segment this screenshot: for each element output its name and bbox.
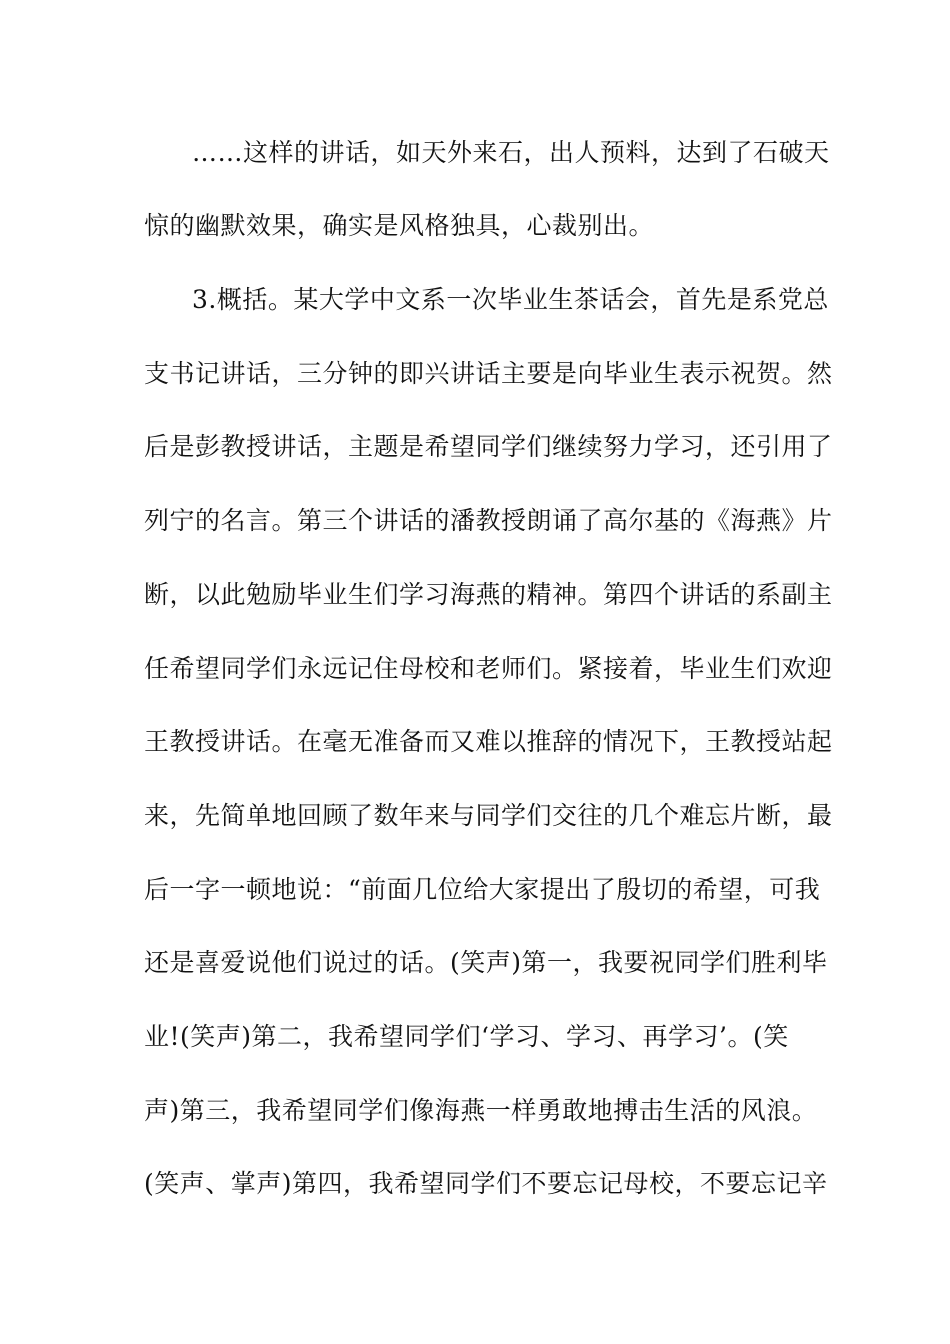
- paragraph-line-15: (笑声、掌声)第四，我希望同学们不要忘记母校，不要忘记辛: [144, 1169, 828, 1198]
- paragraph-line-2: 惊的幽默效果，确实是风格独具，心裁别出。: [144, 211, 655, 240]
- paragraph-line-3: 3.概括。某大学中文系一次毕业生茶话会，首先是系党总: [192, 285, 829, 314]
- paragraph-line-9: 王教授讲话。在毫无准备而又难以推辞的情况下，王教授站起: [144, 727, 833, 756]
- paragraph-line-7: 断，以此勉励毕业生们学习海燕的精神。第四个讲话的系副主: [144, 580, 833, 609]
- paragraph-line-6: 列宁的名言。第三个讲话的潘教授朗诵了高尔基的《海燕》片: [144, 506, 833, 535]
- paragraph-line-11: 后一字一顿地说：“前面几位给大家提出了殷切的希望，可我: [144, 875, 821, 904]
- paragraph-line-1: ……这样的讲话，如天外来石，出人预料，达到了石破天: [192, 138, 830, 167]
- paragraph-line-13: 业!(笑声)第二，我希望同学们‘学习、学习、再学习’。(笑: [144, 1022, 789, 1051]
- paragraph-line-4: 支书记讲话，三分钟的即兴讲话主要是向毕业生表示祝贺。然: [144, 359, 833, 388]
- paragraph-line-12: 还是喜爱说他们说过的话。(笑声)第一，我要祝同学们胜利毕: [144, 948, 828, 977]
- paragraph-line-10: 来，先简单地回顾了数年来与同学们交往的几个难忘片断，最: [144, 801, 833, 830]
- paragraph-line-5: 后是彭教授讲话，主题是希望同学们继续努力学习，还引用了: [144, 432, 833, 461]
- paragraph-line-8: 任希望同学们永远记住母校和老师们。紧接着，毕业生们欢迎: [144, 654, 833, 683]
- paragraph-line-14: 声)第三，我希望同学们像海燕一样勇敢地搏击生活的风浪。: [144, 1096, 818, 1125]
